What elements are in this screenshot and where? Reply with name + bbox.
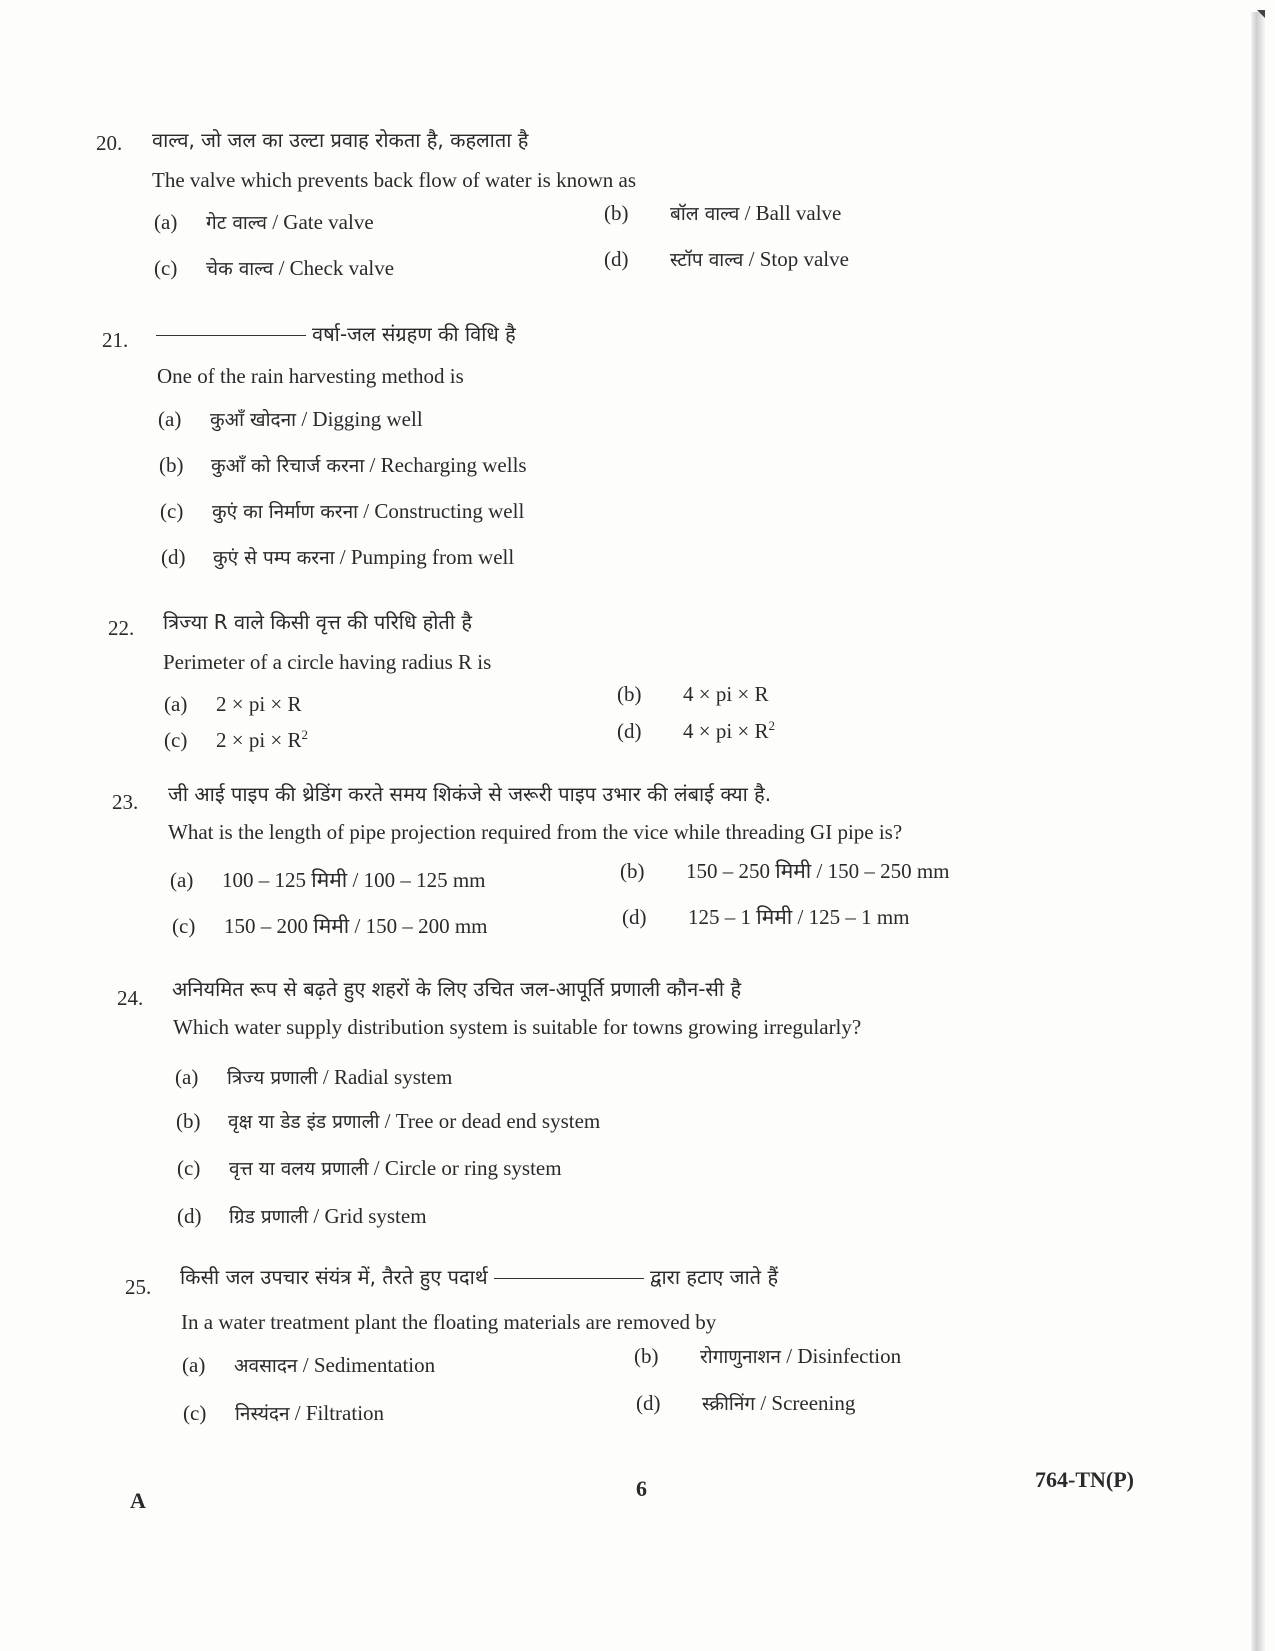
question-text-english: Which water supply distribution system is suitable for towns growing irregularly? — [173, 1015, 862, 1039]
option-b[interactable]: (b) 4 × pi × R — [617, 682, 769, 706]
fill-in-blank — [494, 1278, 644, 1279]
option-b[interactable]: (b) वृक्ष या डेड इंड प्रणाली / Tree or dead end system — [176, 1109, 601, 1133]
question-text-english: Perimeter of a circle having radius R is — [163, 650, 492, 674]
option-d[interactable]: (d) ग्रिड प्रणाली / Grid system — [177, 1204, 427, 1228]
option-b[interactable]: (b) 150 – 250 मिमी / 150 – 250 mm — [620, 859, 950, 883]
option-c[interactable]: (c) 150 – 200 मिमी / 150 – 200 mm — [172, 914, 488, 938]
option-d[interactable]: (d) स्टॉप वाल्व / Stop valve — [604, 247, 849, 271]
option-c[interactable]: (c) वृत्त या वलय प्रणाली / Circle or ring system — [177, 1156, 562, 1180]
option-a[interactable]: (a) त्रिज्य प्रणाली / Radial system — [175, 1065, 453, 1089]
question-text-hindi: त्रिज्या R वाले किसी वृत्त की परिधि होती है — [163, 610, 472, 634]
option-a[interactable]: (a) 2 × pi × R — [164, 692, 302, 716]
option-a[interactable]: (a) गेट वाल्व / Gate valve — [154, 210, 374, 234]
question-text-hindi: किसी जल उपचार संयंत्र में, तैरते हुए पदार्थ द्वारा हटाए जाते हैं — [180, 1265, 779, 1289]
option-c[interactable]: (c) निस्यंदन / Filtration — [183, 1401, 385, 1425]
question-text-english: In a water treatment plant the floating materials are removed by — [181, 1310, 717, 1334]
booklet-series: A — [130, 1488, 146, 1513]
question-text-hindi: अनियमित रूप से बढ़ते हुए शहरों के लिए उचित जल-आपूर्ति प्रणाली कौन-सी है — [172, 977, 742, 1001]
page-number: 6 — [636, 1476, 647, 1501]
question-text-english: The valve which prevents back flow of water is known as — [152, 168, 637, 192]
option-c[interactable]: (c) कुएं का निर्माण करना / Constructing well — [160, 499, 525, 523]
scanned-page-edge — [1251, 12, 1265, 1651]
option-d[interactable]: (d) कुएं से पम्प करना / Pumping from well — [161, 545, 515, 569]
option-a[interactable]: (a) कुआँ खोदना / Digging well — [158, 407, 423, 431]
option-b[interactable]: (b) कुआँ को रिचार्ज करना / Recharging wells — [159, 453, 527, 477]
question-text-english: What is the length of pipe projection required from the vice while threading GI pipe is? — [168, 820, 903, 844]
fill-in-blank — [156, 335, 306, 336]
option-b[interactable]: (b) रोगाणुनाशन / Disinfection — [634, 1344, 902, 1368]
option-a[interactable]: (a) अवसादन / Sedimentation — [182, 1353, 436, 1377]
option-d[interactable]: (d) स्क्रीनिंग / Screening — [636, 1391, 856, 1415]
question-number: 22. — [108, 616, 135, 640]
option-a[interactable]: (a) 100 – 125 मिमी / 100 – 125 mm — [170, 868, 486, 892]
question-text-hindi: वाल्व, जो जल का उल्टा प्रवाह रोकता है, कहलाता है — [152, 128, 529, 152]
page-corner-mark — [1257, 10, 1265, 18]
question-text-english: One of the rain harvesting method is — [157, 364, 464, 388]
question-number: 21. — [102, 328, 129, 352]
question-text-hindi: जी आई पाइप की थ्रेडिंग करते समय शिकंजे से जरूरी पाइप उभार की लंबाई क्या है. — [168, 782, 772, 806]
option-c[interactable]: (c) चेक वाल्व / Check valve — [154, 256, 395, 280]
question-number: 24. — [117, 986, 144, 1010]
question-number: 23. — [112, 790, 139, 814]
question-text-hindi: वर्षा-जल संग्रहण की विधि है — [156, 320, 516, 347]
option-c[interactable]: (c) 2 × pi × $R^2$ — [164, 727, 309, 752]
option-b[interactable]: (b) बॉल वाल्व / Ball valve — [604, 201, 842, 225]
question-number: 25. — [125, 1275, 152, 1299]
option-d[interactable]: (d) 125 – 1 मिमी / 125 – 1 mm — [622, 905, 910, 929]
paper-code: 764-TN(P) — [1035, 1467, 1134, 1492]
option-d[interactable]: (d) 4 × pi × $R^2$ — [617, 718, 776, 743]
question-number: 20. — [96, 131, 123, 155]
